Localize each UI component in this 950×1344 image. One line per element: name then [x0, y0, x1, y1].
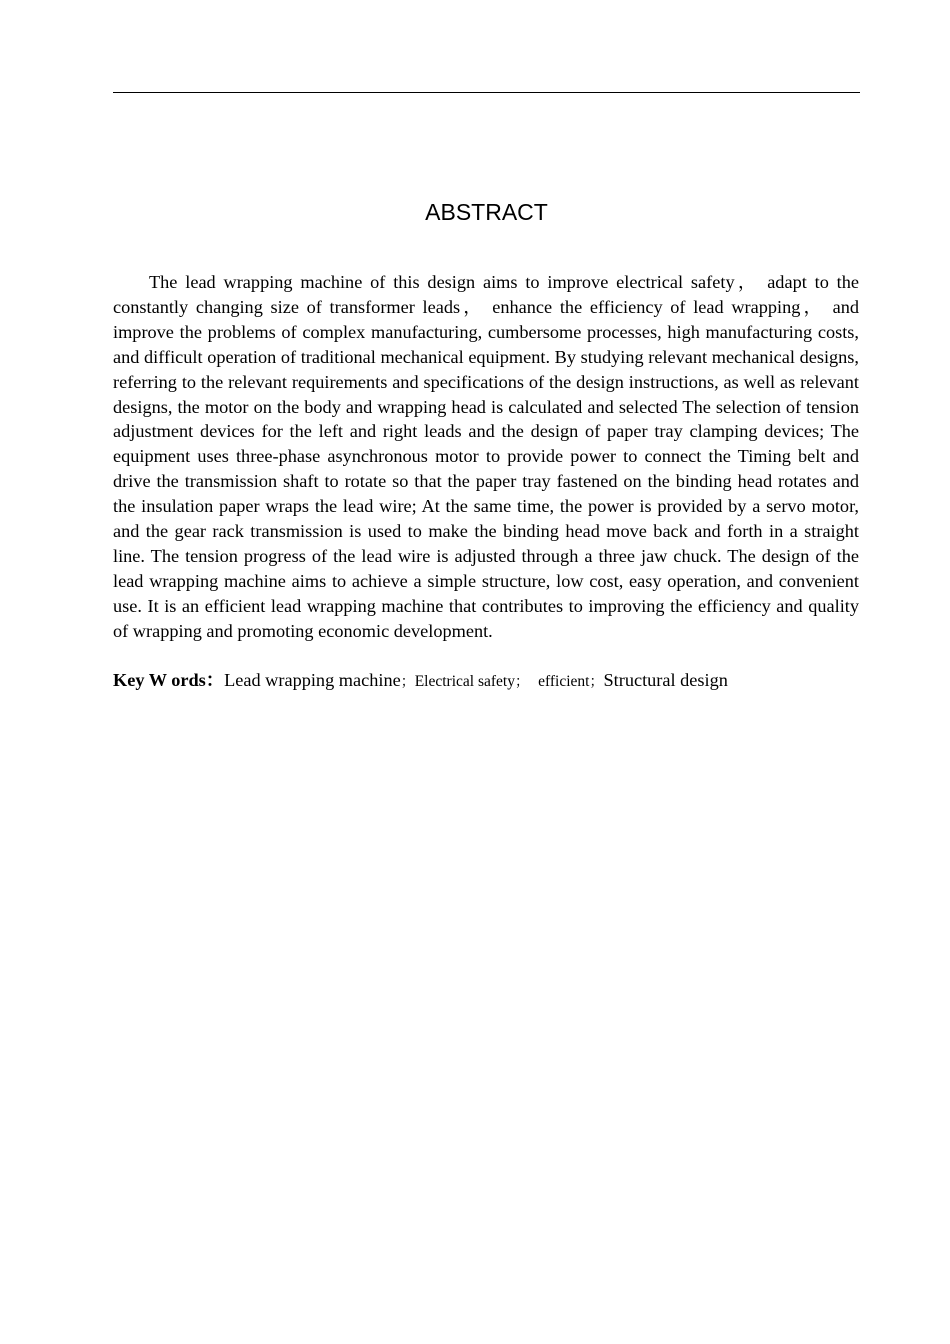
abstract-body: The lead wrapping machine of this design aims to improve electrical safety， adapt to the constantly changing size of transformer leads， enhance the efficiency of lead wrapping， and improve the problems of complex manufacturing, cumbersome processes, high manufacturing costs, and difficult operation of traditional mechanical equipment. By studying relevant mechanical designs, referring to the relevant requirements and specifications of the design instructions, as well as relevant designs, the motor on the body and wrapping head is calculated and selected The selection of tension adjustment devices for the left and right leads and the design of paper tray clamping devices; The equipment uses three-phase asynchronous motor to provide power to connect the Timing belt and drive the transmission shaft to rotate so that the paper tray fastened on the binding head rotates and the insulation paper wraps the lead wire; At the same time, the power is provided by a servo motor, and the gear rack transmission is used to make the binding head move back and forth in a straight line. The tension progress of the lead wire is adjusted through a three jaw chuck. The design of the lead wrapping machine aims to achieve a simple structure, low cost, easy operation, and convenient use. It is an efficient lead wrapping machine that contributes to improving the efficiency and quality of wrapping and promoting economic development.: [113, 272, 859, 641]
header-rule: [113, 92, 860, 93]
keyword-item: Lead wrapping machine: [224, 670, 401, 690]
keyword-separator: ；: [400, 675, 415, 690]
page-title: ABSTRACT: [425, 199, 548, 225]
keyword-separator: ；: [589, 675, 604, 690]
keyword-item: Structural design: [603, 670, 728, 690]
keyword-item: efficient: [538, 673, 590, 690]
keyword-item: Electrical safety: [414, 673, 515, 690]
keywords-line: [113, 668, 860, 696]
keywords-label: Key W ords：: [113, 670, 225, 690]
keyword-separator: ；: [514, 675, 529, 690]
